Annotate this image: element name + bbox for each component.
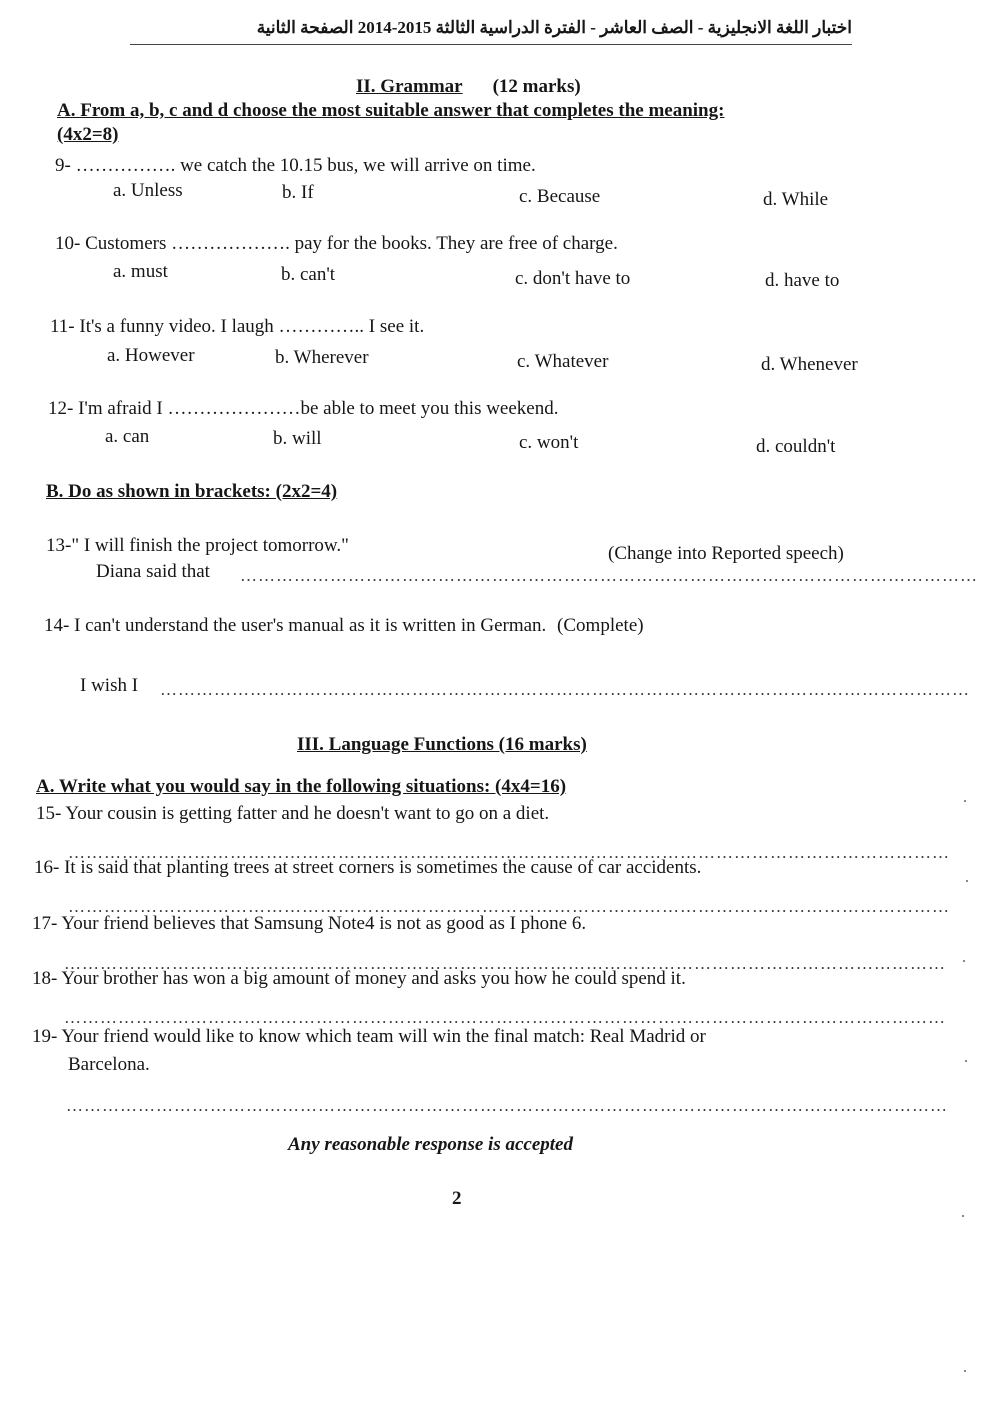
q13-answer-line[interactable]: …………………………………………………………………………………………………………… bbox=[240, 566, 978, 585]
question-13: 13-" I will finish the project tomorrow." bbox=[46, 535, 349, 556]
q10-option-a: a. must bbox=[113, 261, 168, 282]
language-functions-instruction: A. Write what you would say in the following situations: (4x4=16) bbox=[36, 776, 567, 797]
page-header: اختبار اللغة الانجليزية - الصف العاشر - الفترة الدراسية الثالثة 2015-2014 الصفحة الثانية bbox=[256, 18, 852, 37]
header-rule bbox=[130, 44, 852, 45]
question-15: 15- Your cousin is getting fatter and he doesn't want to go on a diet. bbox=[36, 803, 550, 824]
question-11: 11- It's a funny video. I laugh ………….. I see it. bbox=[50, 316, 425, 337]
scan-speck bbox=[964, 800, 966, 802]
q12-option-d: d. couldn't bbox=[756, 436, 836, 457]
scan-speck bbox=[965, 1060, 967, 1062]
q11-option-c: c. Whatever bbox=[517, 351, 609, 372]
q12-option-a: a. can bbox=[105, 426, 150, 447]
q14-text: 14- I can't understand the user's manual as it is written in German. bbox=[44, 615, 547, 636]
scan-speck bbox=[964, 1370, 966, 1372]
q13-bracket: (Change into Reported speech) bbox=[608, 543, 844, 564]
grammar-section-title bbox=[356, 76, 581, 98]
q12-option-b: b. will bbox=[273, 428, 322, 449]
q10-option-b: b. can't bbox=[281, 264, 336, 285]
q14-answer-line[interactable]: ……………………………………………………………………………………………………………………… bbox=[160, 680, 970, 699]
question-19-continuation: Barcelona. bbox=[68, 1054, 150, 1075]
question-14 bbox=[44, 615, 644, 637]
q10-option-d: d. have to bbox=[765, 270, 840, 291]
q16-answer-line[interactable]: ………………………………………………………………………………………………………………………………… bbox=[68, 897, 950, 916]
q10-option-c: c. don't have to bbox=[515, 268, 631, 289]
question-18: 18- Your brother has won a big amount of money and asks you how he could spend it. bbox=[32, 968, 686, 989]
q11-option-d: d. Whenever bbox=[761, 354, 858, 375]
language-functions-title: III. Language Functions (16 marks) bbox=[297, 734, 587, 755]
question-17: 17- Your friend believes that Samsung Note4 is not as good as I phone 6. bbox=[32, 913, 587, 934]
q9-option-b: b. If bbox=[282, 182, 314, 203]
scan-speck bbox=[963, 960, 965, 962]
question-12: 12- I'm afraid I …………………be able to meet you this weekend. bbox=[48, 398, 559, 419]
q17-answer-line[interactable]: ………………………………………………………………………………………………………………………………… bbox=[64, 954, 946, 973]
q15-answer-line[interactable]: ………………………………………………………………………………………………………………………………… bbox=[68, 843, 950, 862]
q14-bracket: (Complete) bbox=[557, 615, 644, 636]
q12-option-c: c. won't bbox=[519, 432, 579, 453]
scan-speck bbox=[966, 880, 968, 882]
grammar-part-b-instruction: B. Do as shown in brackets: (2x2=4) bbox=[46, 481, 338, 502]
q13-prompt: Diana said that bbox=[96, 561, 210, 582]
q11-option-b: b. Wherever bbox=[275, 347, 369, 368]
question-9: 9- ……………. we catch the 10.15 bus, we will arrive on time. bbox=[55, 155, 536, 176]
grammar-marks: (12 marks) bbox=[492, 76, 581, 97]
grammar-part-a-instruction: A. From a, b, c and d choose the most suitable answer that completes the meaning: bbox=[57, 100, 725, 121]
grammar-title: II. Grammar bbox=[356, 76, 463, 97]
grading-note: Any reasonable response is accepted bbox=[288, 1134, 573, 1155]
grammar-part-a-score: (4x2=8) bbox=[57, 124, 119, 145]
q9-option-d: d. While bbox=[763, 189, 829, 210]
q9-option-a: a. Unless bbox=[113, 180, 183, 201]
page-number: 2 bbox=[452, 1188, 462, 1209]
question-19: 19- Your friend would like to know which team will win the final match: Real Madrid or bbox=[32, 1026, 706, 1047]
scan-speck bbox=[962, 1215, 964, 1217]
q14-prompt: I wish I bbox=[80, 675, 139, 696]
q9-option-c: c. Because bbox=[519, 186, 601, 207]
question-10: 10- Customers ………………. pay for the books. They are free of charge. bbox=[55, 233, 618, 254]
question-16: 16- It is said that planting trees at street corners is sometimes the cause of car accidents. bbox=[34, 857, 702, 878]
q19-answer-line[interactable]: ………………………………………………………………………………………………………………………………… bbox=[66, 1096, 948, 1115]
q11-option-a: a. However bbox=[107, 345, 195, 366]
q18-answer-line[interactable]: ………………………………………………………………………………………………………………………………… bbox=[64, 1008, 946, 1027]
